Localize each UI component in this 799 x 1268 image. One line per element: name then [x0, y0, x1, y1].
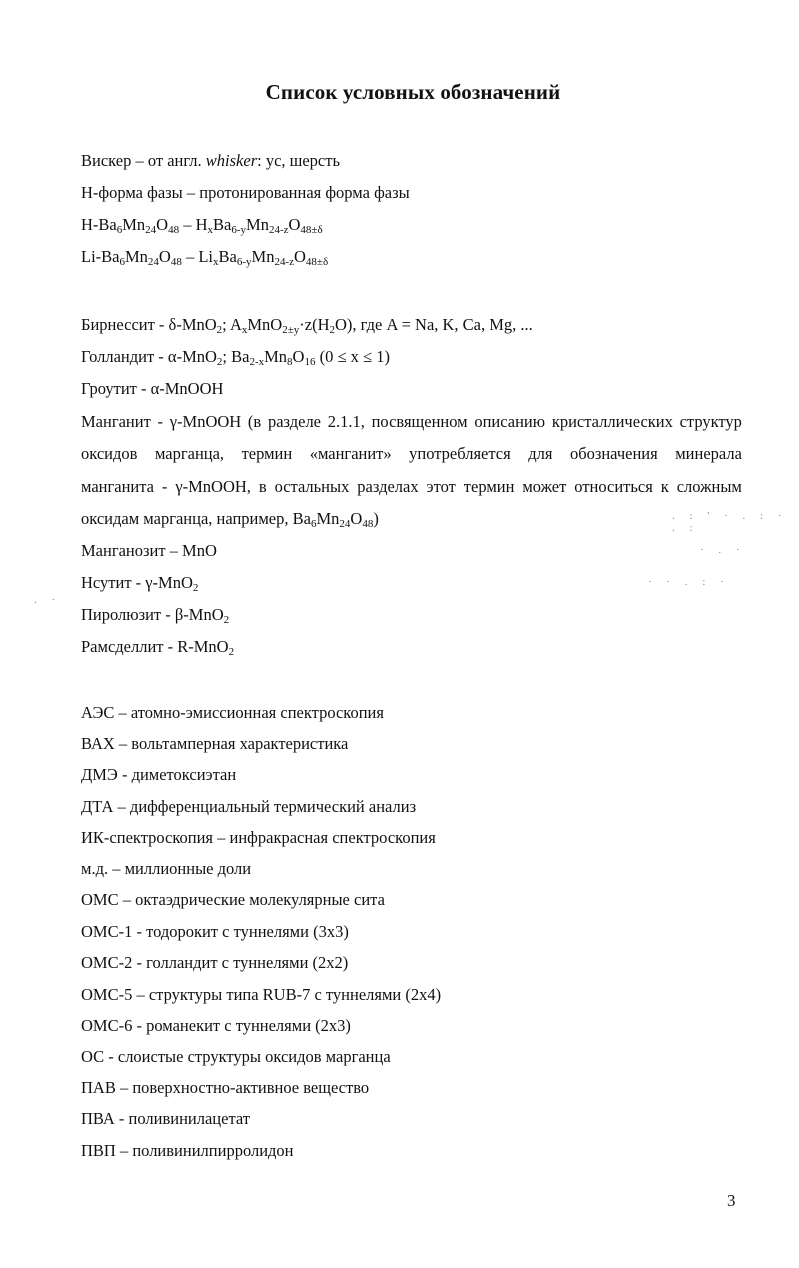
- entry-manganite-line-3: манганита - γ-MnOOH, в остальных разделах этот термин может относиться к сложным: [81, 477, 742, 496]
- abbr-oms-2: ОМС-2 - голландит с туннелями (2х2): [81, 953, 349, 972]
- entry-manganite-line-4: оксидам марганца, например, $Ba_6Mn_{24}O_{48}$): [81, 509, 379, 530]
- abbr-dta: ДТА – дифференциальный термический анализ: [81, 797, 417, 816]
- entry-pyrolusite: Пиролюзит - β-MnO$_2$: [81, 605, 230, 626]
- entry-birnessite: Бирнессит - δ-MnO$_2$; $A_xMnO_{2\pm y}\cdot z(H_2O)$, где A = Na, K, Ca, Mg, ...: [81, 315, 533, 336]
- page-title: Список условных обозначений: [265, 80, 561, 104]
- abbr-vah: ВАХ – вольтамперная характеристика: [81, 734, 349, 753]
- abbr-oms-6: ОМС-6 - романекит с туннелями (2х3): [81, 1016, 351, 1035]
- entry-manganite-line-2: оксидов марганца, термин «манганит» употребляется для обозначения минерала: [81, 444, 742, 463]
- entry-manganosite: Манганозит – MnO: [81, 541, 217, 560]
- abbr-aes: АЭС – атомно-эмиссионная спектроскопия: [81, 703, 384, 722]
- abbr-oms-1: ОМС-1 - тодорокит с туннелями (3х3): [81, 922, 349, 941]
- entry-ramsdellite: Рамсделлит - R-MnO$_2$: [81, 637, 235, 658]
- scan-specks: · · . : ·: [648, 576, 730, 588]
- entry-manganite-line-1: Манганит - γ-MnOOH (в разделе 2.1.1, посвященном описанию кристаллических структур: [81, 412, 742, 431]
- abbr-pva: ПВА - поливинилацетат: [81, 1109, 250, 1128]
- scan-specks: · . ·: [700, 544, 746, 556]
- abbr-dme: ДМЭ - диметоксиэтан: [81, 765, 237, 784]
- abbr-ir: ИК-спектроскопия – инфракрасная спектроскопия: [81, 828, 436, 847]
- abbr-pvp: ПВП – поливинилпирролидон: [81, 1141, 294, 1160]
- abbr-md: м.д. – миллионные доли: [81, 859, 252, 878]
- scan-specks: . ·: [34, 594, 62, 606]
- entry-hollandite: Голландит - α-MnO$_2$; $Ba_{2-x}Mn_8O_{16}$ (0 ≤ x ≤ 1): [81, 347, 390, 368]
- entry-li-formula: $Li-Ba_6Mn_{24}O_{48} - Li_xBa_{6-y}Mn_{24-z}O_{48\pm\delta}$: [81, 247, 329, 268]
- page-number: 3: [727, 1191, 736, 1210]
- entry-h-form: Н-форма фазы – протонированная форма фазы: [81, 183, 410, 202]
- entry-nsutite: Нсутит - γ-MnO$_2$: [81, 573, 199, 594]
- abbr-oms-5: ОМС-5 – структуры типа RUB-7 с туннелями (2х4): [81, 985, 442, 1004]
- abbr-os: ОС - слоистые структуры оксидов марганца: [81, 1047, 391, 1066]
- abbr-oms: ОМС – октаэдрические молекулярные сита: [81, 890, 385, 909]
- entry-whisker: Вискер – от англ. whisker: ус, шерсть: [81, 151, 340, 170]
- entry-groutite: Гроутит - α-MnOOH: [81, 379, 224, 398]
- scan-specks: . : ' · . : · . :: [672, 510, 788, 534]
- abbr-pav: ПАВ – поверхностно-активное вещество: [81, 1078, 370, 1097]
- entry-h-formula: $H-Ba_6Mn_{24}O_{48} - H_xBa_{6-y}Mn_{24-z}O_{48\pm\delta}$: [81, 215, 323, 236]
